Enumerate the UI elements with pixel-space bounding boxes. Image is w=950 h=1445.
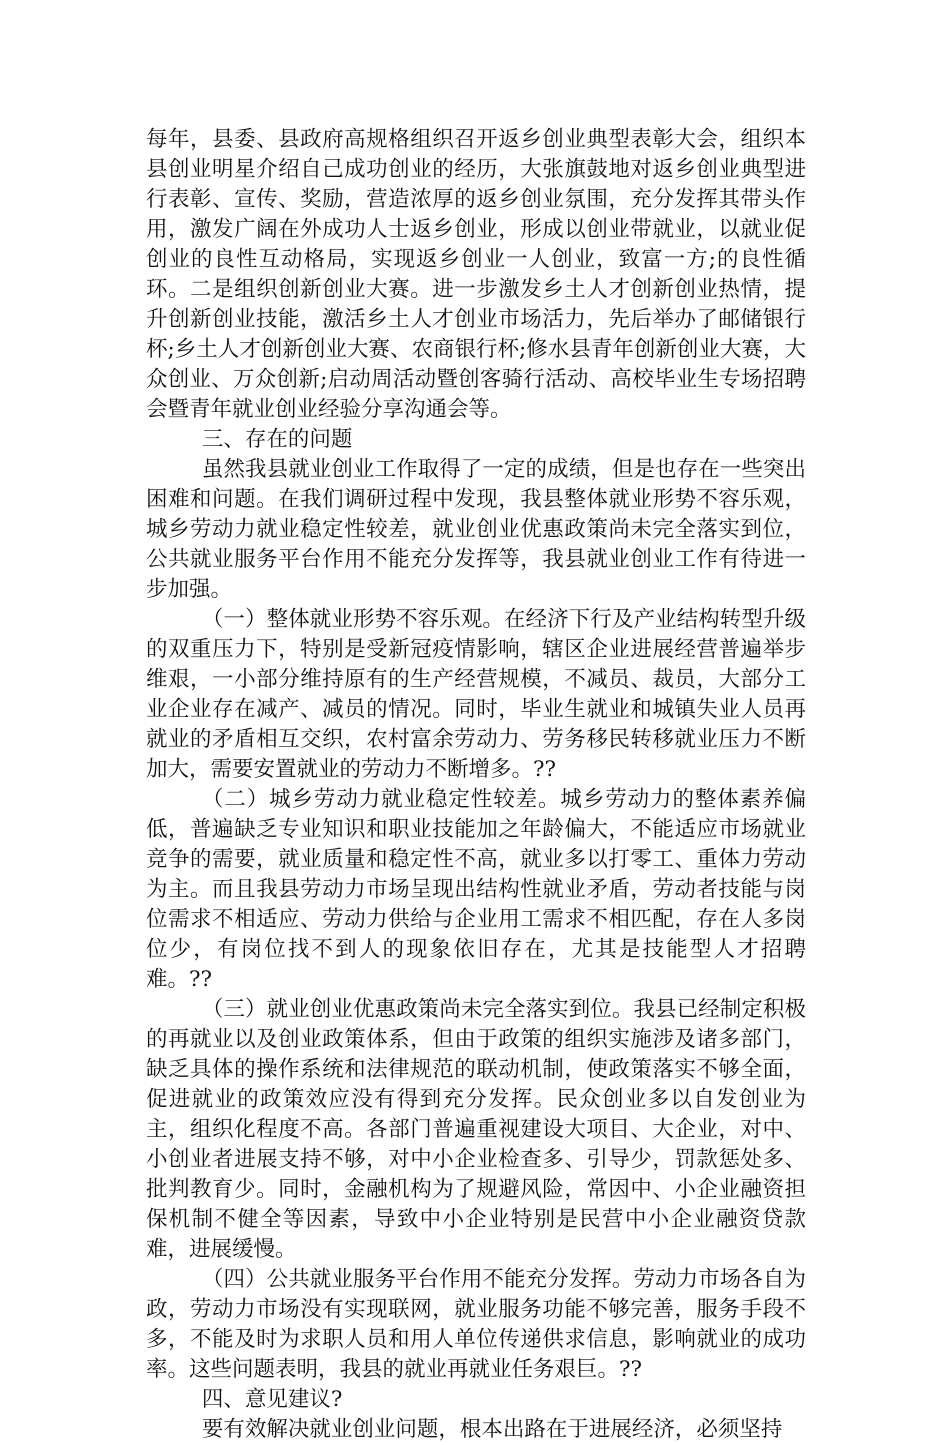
- paragraph-returnee-entrepreneurship: 每年，县委、县政府高规格组织召开返乡创业典型表彰大会，组织本县创业明星介绍自己成功创业的经历，大张旗鼓地对返乡创业典型进行表彰、宣传、奖励，营造浓厚的返乡创业氛围，充分发挥其带头作用，激发广阔在外成功人士返乡创业，形成以创业带就业，以就业促创业的良性互动格局，实现返乡创业一人创业，致富一方;的良性循环。二是组织创新创业大赛。进一步激发乡土人才创新创业热情，提升创新创业技能，激活乡土人才创业市场活力，先后举办了邮储银行杯;乡土人才创新创业大赛、农商银行杯;修水县青年创新创业大赛，大众创业、万众创新;启动周活动暨创客骑行活动、高校毕业生专场招聘会暨青年就业创业经验分享沟通会等。: [146, 127, 806, 422]
- section-heading-suggestions: 四、意见建议?: [201, 1387, 343, 1412]
- paragraph-problems-overview: 虽然我县就业创业工作取得了一定的成绩，但是也存在一些突出困难和问题。在我们调研过程中发现，我县整体就业形势不容乐观，城乡劳动力就业稳定性较差，就业创业优惠政策尚未完全落实到位，公共就业服务平台作用不能充分发挥等，我县就业创业工作有待进一步加强。: [146, 457, 806, 602]
- paragraph-problem-3: （三）就业创业优惠政策尚未完全落实到位。我县已经制定积极的再就业以及创业政策体系，但由于政策的组织实施涉及诸多部门，缺乏具体的操作系统和法律规范的联动机制，使政策落实不够全面，促进就业的政策效应没有得到充分发挥。民众创业多以自发创业为主，组织化程度不高。各部门普遍重视建设大项目、大企业，对中、小创业者进展支持不够，对中小企业检查多、引导少，罚款惩处多、批判教育少。同时，金融机构为了规避风险，常因中、小企业融资担保机制不健全等因素，导致中小企业特别是民营中小企业融资贷款难，进展缓慢。: [146, 997, 806, 1262]
- document-page: [146, 125, 806, 1445]
- paragraph-suggestions-intro: 要有效解决就业创业问题，根本出路在于进展经济，必须坚持: [201, 1417, 783, 1442]
- paragraph-problem-2: （二）城乡劳动力就业稳定性较差。城乡劳动力的整体素养偏低，普遍缺乏专业知识和职业技能加之年龄偏大，不能适应市场就业竞争的需要，就业质量和稳定性不高，就业多以打零工、重体力劳动为主。而且我县劳动力市场呈现出结构性就业矛盾，劳动者技能与岗位需求不相适应、劳动力供给与企业用工需求不相匹配，存在人多岗位少，有岗位找不到人的现象依旧存在，尤其是技能型人才招聘难。??: [146, 787, 806, 992]
- section-heading-problems: 三、存在的问题: [201, 427, 353, 452]
- paragraph-problem-1: （一）整体就业形势不容乐观。在经济下行及产业结构转型升级的双重压力下，特别是受新冠疫情影响，辖区企业进展经营普遍举步维艰，一小部分维持原有的生产经营规模，不减员、裁员，大部分工业企业存在减产、减员的情况。同时，毕业生就业和城镇失业人员再就业的矛盾相互交织，农村富余劳动力、劳务移民转移就业压力不断加大，需要安置就业的劳动力不断增多。??: [146, 607, 806, 782]
- paragraph-problem-4: （四）公共就业服务平台作用不能充分发挥。劳动力市场各自为政，劳动力市场没有实现联网，就业服务功能不够完善，服务手段不多，不能及时为求职人员和用人单位传递供求信息，影响就业的成功率。这些问题表明，我县的就业再就业任务艰巨。??: [146, 1267, 806, 1382]
